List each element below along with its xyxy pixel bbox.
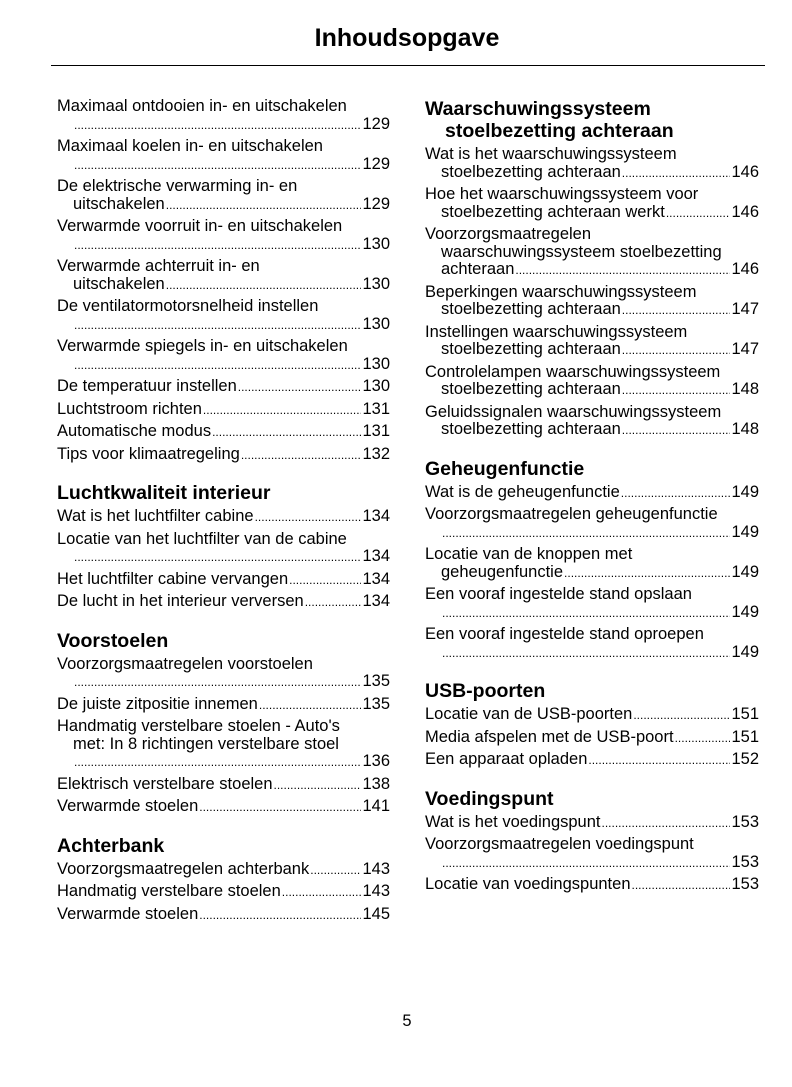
toc-entry-text: Luchtstroom richten bbox=[57, 399, 202, 418]
dot-leader bbox=[622, 164, 731, 183]
dot-leader bbox=[241, 446, 362, 465]
dot-leader bbox=[622, 421, 731, 440]
dot-leader bbox=[203, 401, 362, 420]
toc-entry[interactable] bbox=[425, 546, 759, 582]
toc-entry-text: achteraan bbox=[441, 260, 515, 278]
dot-leader bbox=[238, 378, 362, 397]
dot-leader bbox=[305, 593, 362, 612]
section-heading: Voorstoelen bbox=[57, 629, 169, 652]
toc-entry[interactable] bbox=[57, 593, 390, 612]
toc-entry-text: Handmatig verstelbare stoelen - Auto's bbox=[57, 718, 340, 735]
toc-page-number: 134 bbox=[362, 507, 390, 525]
toc-page-number: 153 bbox=[731, 812, 759, 831]
toc-entry[interactable] bbox=[57, 883, 390, 902]
toc-entry[interactable] bbox=[57, 178, 390, 214]
toc-page-number: 132 bbox=[362, 444, 390, 463]
toc-entry[interactable] bbox=[57, 423, 390, 442]
toc-entry-text: stoelbezetting achteraan bbox=[441, 420, 621, 438]
toc-entry-text: Maximaal ontdooien in- en uitschakelen bbox=[57, 98, 347, 115]
toc-page-number: 147 bbox=[731, 300, 759, 318]
dot-leader bbox=[212, 423, 361, 442]
toc-page-number: 152 bbox=[731, 750, 759, 768]
dot-leader bbox=[675, 729, 731, 748]
dot-leader bbox=[166, 196, 362, 215]
toc-entry-text: Verwarmde spiegels in- en uitschakelen bbox=[57, 338, 348, 355]
toc-section bbox=[57, 98, 390, 464]
toc-right-column bbox=[425, 98, 759, 899]
toc-page-number: 145 bbox=[362, 904, 390, 923]
toc-page-number: 146 bbox=[731, 202, 759, 221]
toc-entry-text: Voorzorgsmaatregelen geheugenfunctie bbox=[425, 506, 718, 523]
toc-entry[interactable] bbox=[425, 729, 759, 748]
toc-entry-text: Verwarmde voorruit in- en uitschakelen bbox=[57, 218, 343, 235]
toc-page-number: 146 bbox=[731, 162, 759, 181]
toc-entry-text: stoelbezetting achteraan bbox=[441, 162, 621, 181]
toc-page-number: 149 bbox=[731, 602, 759, 621]
toc-page-number: 130 bbox=[362, 234, 390, 253]
dot-leader bbox=[74, 156, 361, 175]
dot-leader bbox=[274, 776, 362, 795]
toc-entry-text: stoelbezetting achteraan bbox=[441, 300, 621, 318]
toc-entry-text: uitschakelen bbox=[73, 274, 165, 293]
toc-entry[interactable] bbox=[425, 706, 759, 725]
toc-page-number: 151 bbox=[731, 705, 759, 723]
toc-page-number: 138 bbox=[362, 774, 390, 793]
dot-leader bbox=[442, 524, 730, 543]
toc-section-luchtkwaliteit-interieur bbox=[57, 482, 390, 612]
toc-page-number: 148 bbox=[731, 380, 759, 398]
dot-leader bbox=[622, 381, 731, 400]
toc-entry-text: Locatie van voedingspunten bbox=[425, 875, 631, 893]
toc-entry[interactable] bbox=[57, 861, 390, 880]
section-heading: USB-poorten bbox=[425, 680, 546, 702]
dot-leader bbox=[166, 276, 362, 295]
toc-entry-text: Verwarmde stoelen bbox=[57, 904, 199, 923]
title-divider bbox=[51, 65, 765, 66]
toc-entry-text: Locatie van de USB-poorten bbox=[425, 705, 633, 723]
dot-leader bbox=[515, 261, 730, 280]
toc-section-geheugenfunctie bbox=[425, 458, 759, 663]
toc-entry-text: De ventilatormotorsnelheid instellen bbox=[57, 298, 319, 315]
dot-leader bbox=[602, 814, 731, 833]
toc-page-number: 147 bbox=[731, 340, 759, 358]
toc-entry-text: De juiste zitpositie innemen bbox=[57, 694, 258, 713]
dot-leader bbox=[74, 753, 361, 772]
dot-leader bbox=[633, 706, 730, 725]
toc-entry[interactable] bbox=[57, 696, 390, 715]
toc-page-number: 141 bbox=[362, 797, 390, 815]
toc-entry-text: Wat is het voedingspunt bbox=[425, 812, 601, 831]
toc-entry[interactable] bbox=[425, 506, 759, 542]
toc-page-number: 129 bbox=[362, 114, 390, 133]
toc-section-achterbank bbox=[57, 835, 390, 925]
toc-entry-text: Beperkingen waarschuwingssysteem bbox=[425, 283, 697, 301]
dot-leader bbox=[289, 571, 361, 590]
toc-entry[interactable] bbox=[57, 531, 390, 567]
page-title: Inhoudsopgave bbox=[314, 24, 500, 52]
toc-entry[interactable] bbox=[425, 586, 759, 622]
toc-entry-text: met: In 8 richtingen verstelbare stoel bbox=[73, 735, 339, 753]
toc-entry-text: Automatische modus bbox=[57, 422, 212, 440]
toc-page-number: 149 bbox=[731, 522, 759, 541]
dot-leader bbox=[282, 883, 362, 902]
toc-entry-text: Locatie van de knoppen met bbox=[425, 546, 633, 563]
toc-entry-text: Voorzorgsmaatregelen voorstoelen bbox=[57, 655, 313, 673]
toc-entry[interactable] bbox=[425, 404, 759, 440]
toc-section-waarschuwingssysteem-stoelbezetting-achteraan bbox=[425, 98, 759, 440]
toc-page-number: 130 bbox=[362, 274, 390, 293]
toc-entry[interactable] bbox=[57, 218, 390, 254]
toc-entry[interactable] bbox=[57, 446, 390, 465]
dot-leader bbox=[564, 564, 730, 583]
toc-page-number: 130 bbox=[362, 354, 390, 373]
toc-page-number: 153 bbox=[731, 875, 759, 893]
toc-entry[interactable] bbox=[57, 718, 390, 772]
toc-page-number: 130 bbox=[362, 314, 390, 333]
toc-page-number: 134 bbox=[362, 547, 390, 565]
toc-entry[interactable] bbox=[425, 146, 759, 182]
toc-entry[interactable] bbox=[425, 626, 759, 662]
toc-section-voorstoelen bbox=[57, 630, 390, 817]
section-heading: Waarschuwingssysteem stoelbezetting achteraan bbox=[425, 98, 674, 142]
dot-leader bbox=[259, 696, 362, 715]
toc-entry[interactable] bbox=[57, 98, 390, 134]
toc-entry[interactable] bbox=[57, 338, 390, 374]
toc-entry-text: Wat is het luchtfilter cabine bbox=[57, 507, 254, 525]
toc-entry-text: Verwarmde achterruit in- en bbox=[57, 258, 260, 275]
toc-entry-text: Elektrisch verstelbare stoelen bbox=[57, 774, 273, 793]
page-number: 5 bbox=[402, 1012, 412, 1030]
toc-entry[interactable] bbox=[425, 836, 759, 872]
toc-entry-text: Instellingen waarschuwingssysteem bbox=[425, 323, 688, 341]
toc-entry-text: stoelbezetting achteraan werkt bbox=[441, 202, 665, 221]
section-heading: Geheugenfunctie bbox=[425, 457, 585, 480]
toc-page-number: 131 bbox=[362, 399, 390, 418]
toc-page-number: 129 bbox=[362, 154, 390, 173]
toc-page-number: 149 bbox=[731, 642, 759, 661]
toc-page-number: 129 bbox=[362, 194, 390, 213]
dot-leader bbox=[199, 798, 361, 817]
toc-entry[interactable] bbox=[425, 484, 759, 503]
dot-leader bbox=[622, 301, 731, 320]
toc-entry-text: Het luchtfilter cabine vervangen bbox=[57, 569, 289, 588]
toc-entry[interactable] bbox=[425, 364, 759, 400]
toc-entry[interactable] bbox=[57, 258, 390, 294]
toc-section-voedingspunt bbox=[425, 788, 759, 895]
toc-left-column bbox=[57, 98, 390, 928]
dot-leader bbox=[621, 484, 731, 503]
dot-leader bbox=[588, 751, 730, 770]
toc-entry-text: Voorzorgsmaatregelen achterbank bbox=[57, 859, 310, 878]
toc-page-number: 135 bbox=[362, 694, 390, 713]
section-heading: Voedingspunt bbox=[425, 787, 554, 810]
toc-entry-text: Maximaal koelen in- en uitschakelen bbox=[57, 138, 323, 155]
toc-entry-text: Controlelampen waarschuwingssysteem bbox=[425, 363, 721, 381]
toc-entry[interactable] bbox=[425, 751, 759, 770]
toc-entry[interactable] bbox=[425, 324, 759, 360]
toc-entry[interactable] bbox=[57, 656, 390, 692]
toc-section-usb-poorten bbox=[425, 680, 759, 770]
toc-entry-text: Tips voor klimaatregeling bbox=[57, 444, 240, 463]
toc-entry-text: stoelbezetting achteraan bbox=[441, 380, 621, 398]
toc-page-number: 149 bbox=[731, 562, 759, 581]
dot-leader bbox=[666, 204, 731, 223]
dot-leader bbox=[74, 116, 361, 135]
dot-leader bbox=[74, 548, 361, 567]
toc-entry[interactable] bbox=[425, 226, 759, 280]
toc-entry-text: Een vooraf ingestelde stand opslaan bbox=[425, 586, 692, 603]
toc-entry[interactable] bbox=[57, 401, 390, 420]
toc-entry[interactable] bbox=[57, 298, 390, 334]
toc-entry-text: De temperatuur instellen bbox=[57, 377, 237, 395]
toc-entry[interactable] bbox=[57, 906, 390, 925]
toc-entry-text: Voorzorgsmaatregelen bbox=[425, 226, 592, 243]
toc-page-number: 143 bbox=[362, 859, 390, 878]
section-heading: Achterbank bbox=[57, 834, 165, 857]
dot-leader bbox=[74, 316, 361, 335]
toc-entry[interactable] bbox=[425, 814, 759, 833]
toc-entry-text: De elektrische verwarming in- en bbox=[57, 178, 298, 195]
toc-entry-text: Wat is de geheugenfunctie bbox=[425, 482, 620, 501]
toc-entry-text: Een apparaat opladen bbox=[425, 750, 588, 768]
toc-entry[interactable] bbox=[425, 284, 759, 320]
dot-leader bbox=[442, 644, 730, 663]
toc-entry-text: Wat is het waarschuwingssysteem bbox=[425, 146, 677, 163]
toc-page-number: 151 bbox=[731, 727, 759, 746]
dot-leader bbox=[74, 356, 361, 375]
toc-entry[interactable] bbox=[425, 876, 759, 895]
toc-entry[interactable] bbox=[57, 776, 390, 795]
toc-page-number: 134 bbox=[362, 569, 390, 588]
section-heading: Luchtkwaliteit interieur bbox=[57, 482, 271, 504]
toc-entry-text: Voorzorgsmaatregelen voedingspunt bbox=[425, 836, 694, 853]
toc-page-number: 134 bbox=[362, 592, 390, 610]
dot-leader bbox=[622, 341, 731, 360]
toc-entry-text: Verwarmde stoelen bbox=[57, 797, 199, 815]
dot-leader bbox=[199, 906, 361, 925]
toc-entry-text: geheugenfunctie bbox=[441, 562, 564, 581]
toc-entry[interactable] bbox=[425, 186, 759, 222]
toc-page-number: 136 bbox=[362, 752, 390, 770]
toc-entry-text: Media afspelen met de USB-poort bbox=[425, 727, 674, 746]
toc-page-number: 148 bbox=[731, 420, 759, 438]
toc-entry[interactable] bbox=[57, 508, 390, 527]
toc-entry[interactable] bbox=[57, 571, 390, 590]
toc-page-number: 135 bbox=[362, 672, 390, 690]
toc-entry[interactable] bbox=[57, 138, 390, 174]
toc-entry-text: De lucht in het interieur verversen bbox=[57, 592, 304, 610]
dot-leader bbox=[74, 236, 361, 255]
toc-entry-text: Handmatig verstelbare stoelen bbox=[57, 882, 281, 900]
toc-page-number: 149 bbox=[731, 482, 759, 501]
dot-leader bbox=[255, 508, 362, 527]
dot-leader bbox=[442, 854, 730, 873]
toc-page-number: 143 bbox=[362, 882, 390, 900]
toc-page-number: 153 bbox=[731, 852, 759, 871]
toc-page-number: 146 bbox=[731, 260, 759, 278]
toc-entry-text: Hoe het waarschuwingssysteem voor bbox=[425, 186, 699, 203]
toc-entry-text: uitschakelen bbox=[73, 194, 165, 213]
toc-entry-text: Geluidssignalen waarschuwingssysteem bbox=[425, 403, 722, 421]
dot-leader bbox=[632, 876, 731, 895]
dot-leader bbox=[74, 673, 361, 692]
toc-page-number: 131 bbox=[362, 422, 390, 440]
toc-entry-text: waarschuwingssysteem stoelbezetting bbox=[441, 243, 722, 261]
toc-entry-text: stoelbezetting achteraan bbox=[441, 340, 621, 358]
toc-entry[interactable] bbox=[57, 798, 390, 817]
toc-page-number: 130 bbox=[362, 377, 390, 395]
toc-entry[interactable] bbox=[57, 378, 390, 397]
dot-leader bbox=[310, 861, 361, 880]
toc-entry-text: Locatie van het luchtfilter van de cabine bbox=[57, 530, 347, 548]
toc-entry-text: Een vooraf ingestelde stand oproepen bbox=[425, 626, 704, 643]
dot-leader bbox=[442, 604, 730, 623]
